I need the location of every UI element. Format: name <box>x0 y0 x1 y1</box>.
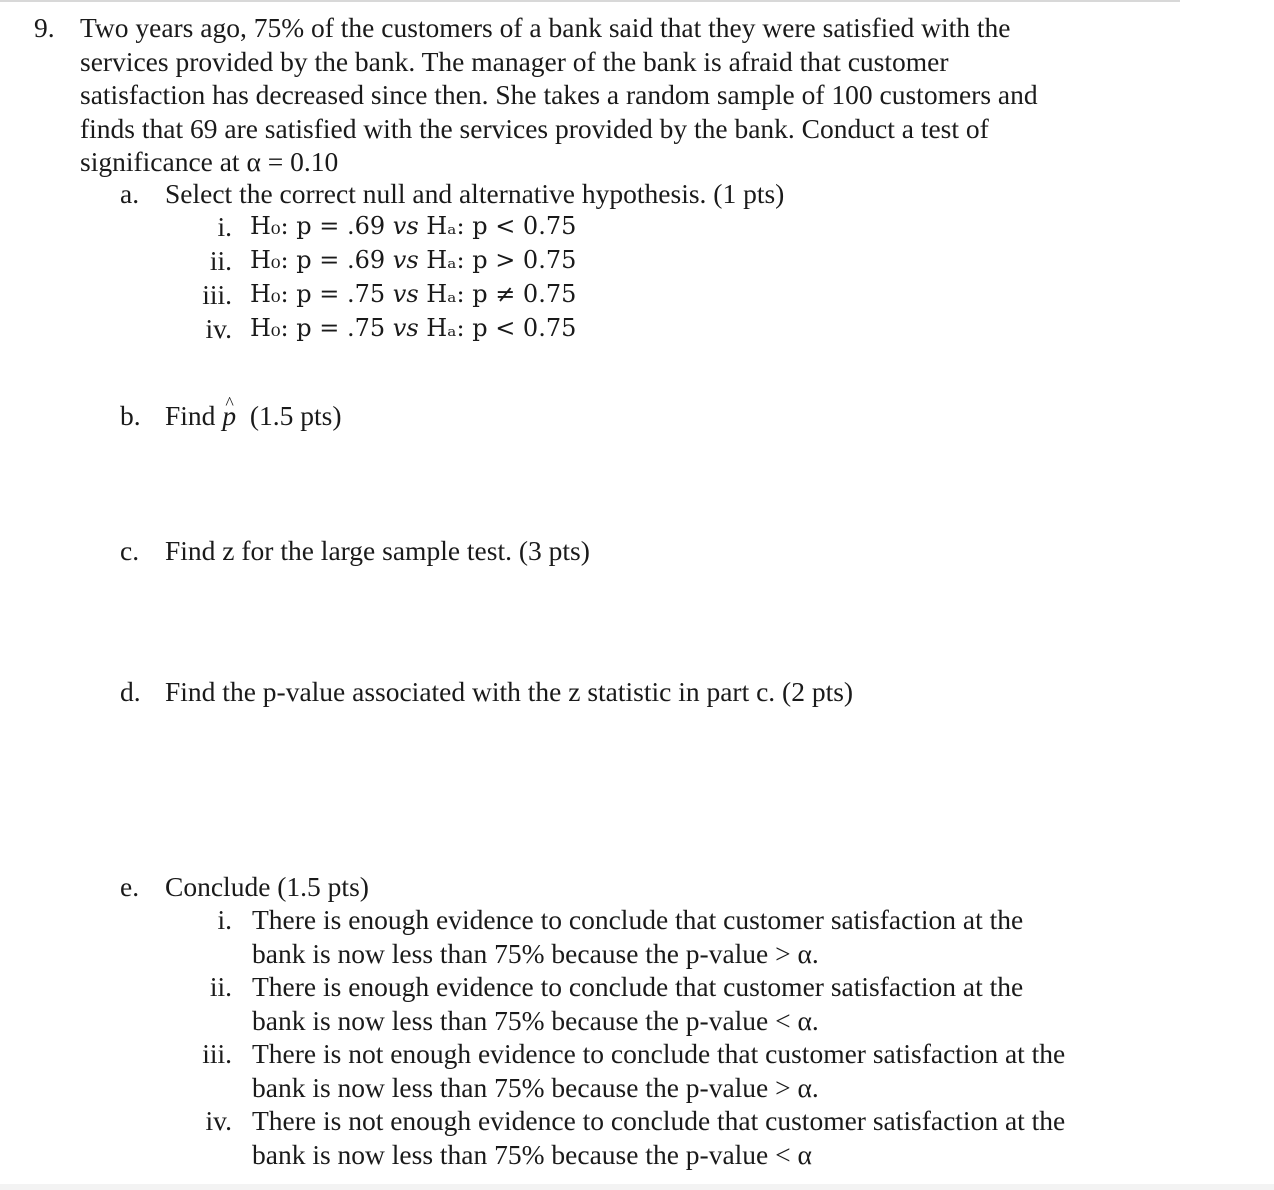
p-hat-symbol: ^ p <box>222 399 236 432</box>
part-a-prompt: Select the correct null and alternative hypothesis. (1 pts) <box>165 178 785 209</box>
part-c-prompt: Find z for the large sample test. (3 pts) <box>165 535 590 566</box>
option-numeral: ii. <box>209 245 232 276</box>
part-e-letter: e. <box>120 871 140 902</box>
part-b-points: (1.5 pts) <box>236 400 342 431</box>
part-d-prompt: Find the p-value associated with the z statistic in part c. (2 pts) <box>165 676 854 707</box>
hypothesis-option <box>250 312 576 345</box>
question-number: 9. <box>34 12 55 43</box>
hypothesis-option <box>250 244 576 277</box>
option-numeral: iv. <box>205 1105 232 1136</box>
part-b-prompt <box>165 399 341 432</box>
null-hypothesis: H₀: p = .75 <box>250 314 393 342</box>
conclusion-option-line: bank is now less than 75% because the p-value > α. <box>252 938 819 969</box>
conclusion-option-line: There is enough evidence to conclude that customer satisfaction at the <box>252 971 1024 1002</box>
vs-label: vs <box>392 212 419 240</box>
vs-label: vs <box>392 314 419 342</box>
null-hypothesis: H₀: p = .69 <box>250 246 393 274</box>
hypothesis-option <box>250 210 576 243</box>
option-numeral: i. <box>217 211 232 242</box>
option-numeral: i. <box>217 904 232 935</box>
part-b-text: Find <box>165 400 223 431</box>
part-a-letter: a. <box>120 178 140 209</box>
null-hypothesis: H₀: p = .75 <box>250 280 393 308</box>
null-hypothesis: H₀: p = .69 <box>250 212 393 240</box>
conclusion-option-line: There is not enough evidence to conclude that customer satisfaction at the <box>252 1038 1066 1069</box>
part-e-prompt: Conclude (1.5 pts) <box>165 871 369 902</box>
question-stem <box>80 11 1120 179</box>
conclusion-option-line: bank is now less than 75% because the p-value < α <box>252 1139 812 1170</box>
vs-label: vs <box>392 246 419 274</box>
option-numeral: iii. <box>202 1038 232 1069</box>
conclusion-option-line: There is not enough evidence to conclude that customer satisfaction at the <box>252 1105 1066 1136</box>
option-numeral: ii. <box>209 971 232 1002</box>
part-c-letter: c. <box>120 535 140 566</box>
vs-label: vs <box>392 280 419 308</box>
alt-hypothesis: Hₐ: p < 0.75 <box>418 314 577 342</box>
stem-line: significance at α = 0.10 <box>80 146 339 177</box>
alt-hypothesis: Hₐ: p < 0.75 <box>418 212 577 240</box>
stem-line: satisfaction has decreased since then. She takes a random sample of 100 customers and <box>80 79 1038 110</box>
top-divider <box>0 0 1180 2</box>
option-numeral: iii. <box>202 279 232 310</box>
part-d-letter: d. <box>120 676 141 707</box>
stem-line: finds that 69 are satisfied with the services provided by the bank. Conduct a test of <box>80 112 989 144</box>
hypothesis-option <box>250 278 576 311</box>
stem-line: services provided by the bank. The manager of the bank is afraid that customer <box>80 45 949 77</box>
alt-hypothesis: Hₐ: p ≠ 0.75 <box>418 280 577 308</box>
part-b-letter: b. <box>120 400 141 431</box>
option-numeral: iv. <box>205 313 232 344</box>
conclusion-option-line: bank is now less than 75% because the p-value < α. <box>252 1005 819 1036</box>
conclusion-option-line: There is enough evidence to conclude that customer satisfaction at the <box>252 904 1024 935</box>
bottom-edge <box>0 1184 1274 1190</box>
conclusion-option-line: bank is now less than 75% because the p-value > α. <box>252 1072 819 1103</box>
stem-line: Two years ago, 75% of the customers of a bank said that they were satisfied with the <box>80 12 1011 43</box>
alt-hypothesis: Hₐ: p > 0.75 <box>418 246 577 274</box>
